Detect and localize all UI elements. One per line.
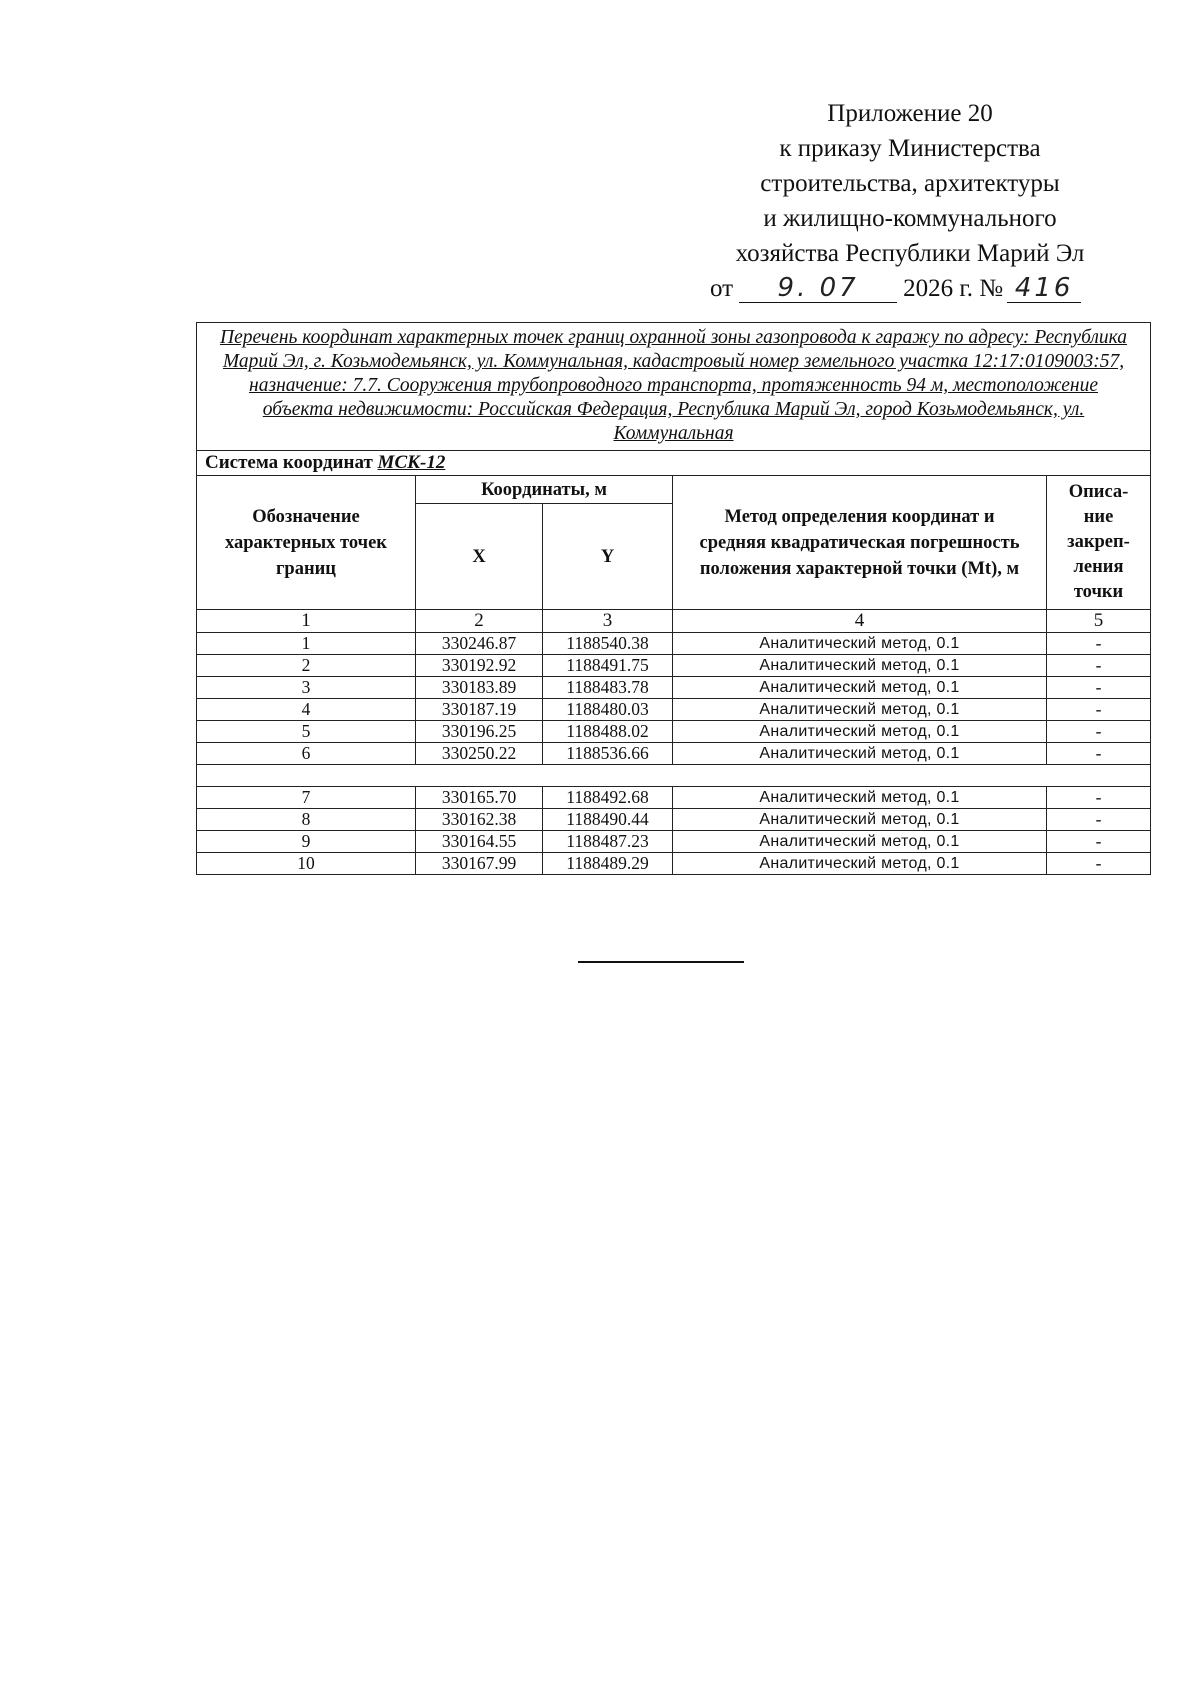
appendix-header bbox=[700, 96, 1120, 306]
handwritten-order-number: 416 bbox=[1007, 274, 1081, 303]
method-cell: Аналитический метод, 0.1 bbox=[673, 831, 1047, 853]
table-row bbox=[197, 853, 1151, 875]
y-cell: 1188491.75 bbox=[543, 655, 673, 677]
coordinate-system-label: Система координат bbox=[205, 452, 373, 473]
table-row bbox=[197, 655, 1151, 677]
point-cell: 3 bbox=[197, 677, 416, 699]
point-group-2 bbox=[197, 787, 1151, 875]
column-number: 5 bbox=[1047, 610, 1151, 633]
method-cell: Аналитический метод, 0.1 bbox=[673, 721, 1047, 743]
description-cell: - bbox=[1047, 853, 1151, 875]
method-cell: Аналитический метод, 0.1 bbox=[673, 787, 1047, 809]
description-cell: - bbox=[1047, 743, 1151, 765]
header-method: Метод определения координат и средняя квадратическая погрешность положения характерной точки (Mt), м bbox=[673, 476, 1047, 610]
group-separator-row bbox=[197, 765, 1151, 787]
y-cell: 1188492.68 bbox=[543, 787, 673, 809]
x-cell: 330250.22 bbox=[416, 743, 543, 765]
method-cell: Аналитический метод, 0.1 bbox=[673, 677, 1047, 699]
x-cell: 330246.87 bbox=[416, 633, 543, 655]
appendix-line-5: хозяйства Республики Марий Эл bbox=[735, 240, 1085, 267]
description-cell: - bbox=[1047, 633, 1151, 655]
x-cell: 330192.92 bbox=[416, 655, 543, 677]
method-cell: Аналитический метод, 0.1 bbox=[673, 743, 1047, 765]
header-y: Y bbox=[543, 504, 673, 610]
coordinate-system bbox=[197, 451, 1151, 476]
header-row-1 bbox=[197, 476, 1151, 504]
table-row bbox=[197, 633, 1151, 655]
x-cell: 330196.25 bbox=[416, 721, 543, 743]
column-number: 1 bbox=[197, 610, 416, 633]
y-cell: 1188480.03 bbox=[543, 699, 673, 721]
appendix-line-4: и жилищно-коммунального bbox=[763, 205, 1057, 232]
x-cell: 330183.89 bbox=[416, 677, 543, 699]
method-cell: Аналитический метод, 0.1 bbox=[673, 633, 1047, 655]
table-title-row bbox=[197, 323, 1151, 451]
point-cell: 10 bbox=[197, 853, 416, 875]
x-cell: 330165.70 bbox=[416, 787, 543, 809]
table-row bbox=[197, 809, 1151, 831]
method-cell: Аналитический метод, 0.1 bbox=[673, 699, 1047, 721]
end-line bbox=[578, 961, 744, 963]
date-prefix: от bbox=[710, 275, 734, 302]
method-cell: Аналитический метод, 0.1 bbox=[673, 655, 1047, 677]
column-number-row bbox=[197, 610, 1151, 633]
x-cell: 330167.99 bbox=[416, 853, 543, 875]
column-number: 4 bbox=[673, 610, 1047, 633]
description-cell: - bbox=[1047, 831, 1151, 853]
appendix-line-1: Приложение 20 bbox=[827, 100, 993, 127]
appendix-line-3: строительства, архитектуры bbox=[760, 170, 1060, 197]
method-cell: Аналитический метод, 0.1 bbox=[673, 809, 1047, 831]
point-cell: 1 bbox=[197, 633, 416, 655]
point-cell: 7 bbox=[197, 787, 416, 809]
point-cell: 9 bbox=[197, 831, 416, 853]
x-cell: 330187.19 bbox=[416, 699, 543, 721]
description-cell: - bbox=[1047, 787, 1151, 809]
header-point: Обозначение характерных точек границ bbox=[197, 476, 416, 610]
header-x: X bbox=[416, 504, 543, 610]
description-cell: - bbox=[1047, 721, 1151, 743]
table-row bbox=[197, 677, 1151, 699]
description-cell: - bbox=[1047, 809, 1151, 831]
point-cell: 8 bbox=[197, 809, 416, 831]
method-cell: Аналитический метод, 0.1 bbox=[673, 853, 1047, 875]
description-cell: - bbox=[1047, 699, 1151, 721]
order-date-line bbox=[700, 271, 1120, 306]
point-cell: 5 bbox=[197, 721, 416, 743]
y-cell: 1188483.78 bbox=[543, 677, 673, 699]
y-cell: 1188540.38 bbox=[543, 633, 673, 655]
header-coords: Координаты, м bbox=[416, 476, 673, 504]
description-cell: - bbox=[1047, 655, 1151, 677]
y-cell: 1188490.44 bbox=[543, 809, 673, 831]
point-cell: 6 bbox=[197, 743, 416, 765]
coordinate-system-row bbox=[197, 451, 1151, 476]
date-year: 2026 г. № bbox=[903, 275, 1004, 302]
table-row bbox=[197, 831, 1151, 853]
table-title: Перечень координат характерных точек границ охранной зоны газопровода к гаражу по адресу: Республика Марий Эл, г. Козьмодемьянск, ул. Коммунальная, кадастровый номер земельного участка 12:17:0109003:57, назначение: 7.7. Сооружения трубопроводного транспорта, протяженность 94 м, местоположение объекта недвижимости: Российская Федерация, Республика Марий Эл, город Козьмодемьянск, ул. Коммунальная bbox=[197, 323, 1151, 451]
handwritten-date: 9. 07 bbox=[739, 274, 897, 303]
table-row bbox=[197, 787, 1151, 809]
table-row bbox=[197, 699, 1151, 721]
x-cell: 330162.38 bbox=[416, 809, 543, 831]
y-cell: 1188536.66 bbox=[543, 743, 673, 765]
x-cell: 330164.55 bbox=[416, 831, 543, 853]
point-cell: 2 bbox=[197, 655, 416, 677]
point-group-1 bbox=[197, 633, 1151, 765]
y-cell: 1188487.23 bbox=[543, 831, 673, 853]
coordinates-table-wrapper bbox=[196, 322, 1150, 875]
coordinates-table bbox=[196, 322, 1151, 875]
description-cell: - bbox=[1047, 677, 1151, 699]
table-row bbox=[197, 721, 1151, 743]
point-cell: 4 bbox=[197, 699, 416, 721]
coordinate-system-value: МСК-12 bbox=[377, 452, 446, 473]
appendix-line-2: к приказу Министерства bbox=[779, 135, 1041, 162]
y-cell: 1188488.02 bbox=[543, 721, 673, 743]
column-number: 2 bbox=[416, 610, 543, 633]
column-number: 3 bbox=[543, 610, 673, 633]
group-separator bbox=[197, 765, 1151, 787]
header-description: Описа-ние закреп-ления точки bbox=[1047, 476, 1151, 610]
table-row bbox=[197, 743, 1151, 765]
y-cell: 1188489.29 bbox=[543, 853, 673, 875]
